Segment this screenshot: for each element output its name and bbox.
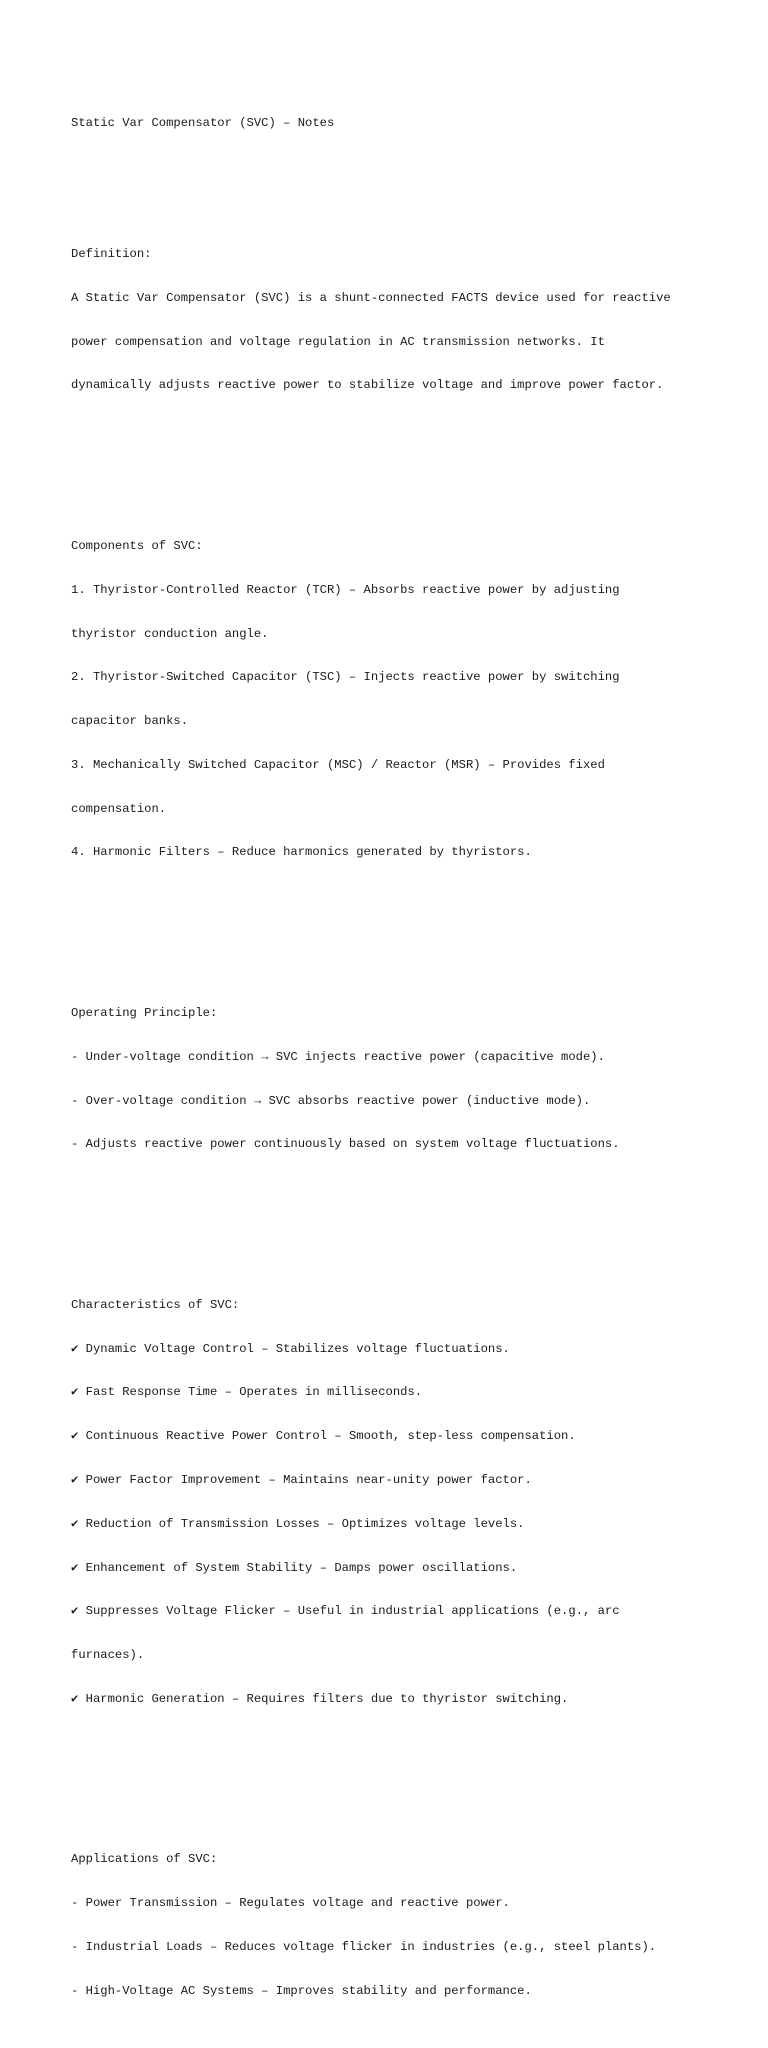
section-definition bbox=[71, 218, 731, 422]
component-line: 4. Harmonic Filters – Reduce harmonics generated by thyristors. bbox=[71, 845, 532, 860]
section-heading-operating-principle: Operating Principle: bbox=[71, 1006, 218, 1020]
application-line: - Industrial Loads – Reduces voltage flicker in industries (e.g., steel plants). bbox=[71, 1940, 657, 1954]
section-operating-principle bbox=[71, 977, 731, 1181]
characteristic-line: ✔ Suppresses Voltage Flicker – Useful in industrial applications (e.g., arc bbox=[71, 1604, 620, 1619]
component-line: capacitor banks. bbox=[71, 714, 189, 729]
component-line: thyristor conduction angle. bbox=[71, 626, 269, 641]
component-line: 3. Mechanically Switched Capacitor (MSC) / Reactor (MSR) – Provides fixed bbox=[71, 757, 605, 772]
blank-line bbox=[71, 451, 731, 466]
characteristic-line: ✔ Power Factor Improvement – Maintains near-unity power factor. bbox=[71, 1473, 532, 1487]
operating-line: - Over-voltage condition → SVC absorbs reactive power (inductive mode). bbox=[71, 1093, 591, 1108]
section-applications bbox=[71, 1823, 731, 2027]
section-heading-components: Components of SVC: bbox=[71, 539, 203, 553]
section-heading-applications: Applications of SVC: bbox=[71, 1852, 218, 1867]
section-heading-definition: Definition: bbox=[71, 247, 152, 262]
section-heading-characteristics: Characteristics of SVC: bbox=[71, 1297, 240, 1312]
characteristic-line: ✔ Fast Response Time – Operates in milliseconds. bbox=[71, 1385, 423, 1400]
section-components bbox=[71, 510, 731, 889]
characteristic-line: ✔ Dynamic Voltage Control – Stabilizes voltage fluctuations. bbox=[71, 1341, 510, 1356]
application-line: - High-Voltage AC Systems – Improves stability and performance. bbox=[71, 1983, 532, 1998]
characteristic-line: ✔ Continuous Reactive Power Control – Smooth, step-less compensation. bbox=[71, 1429, 576, 1444]
definition-line: power compensation and voltage regulation in AC transmission networks. It bbox=[71, 334, 605, 349]
component-line: compensation. bbox=[71, 801, 167, 816]
section-characteristics bbox=[71, 1269, 731, 1736]
characteristic-line: ✔ Reduction of Transmission Losses – Optimizes voltage levels. bbox=[71, 1516, 525, 1531]
definition-line: A Static Var Compensator (SVC) is a shunt-connected FACTS device used for reactive bbox=[71, 290, 671, 305]
blank-line bbox=[71, 1210, 731, 1225]
operating-line: - Adjusts reactive power continuously based on system voltage fluctuations. bbox=[71, 1137, 620, 1152]
component-line: 1. Thyristor-Controlled Reactor (TCR) – Absorbs reactive power by adjusting bbox=[71, 582, 620, 597]
characteristic-line: ✔ Enhancement of System Stability – Damps power oscillations. bbox=[71, 1560, 518, 1575]
application-line: - Power Transmission – Regulates voltage and reactive power. bbox=[71, 1896, 510, 1911]
characteristic-line: furnaces). bbox=[71, 1648, 145, 1663]
blank-line bbox=[71, 160, 731, 175]
document-title: Static Var Compensator (SVC) – Notes bbox=[71, 115, 335, 130]
component-line: 2. Thyristor-Switched Capacitor (TSC) – Injects reactive power by switching bbox=[71, 670, 620, 685]
document-body bbox=[71, 72, 731, 2048]
blank-line bbox=[71, 918, 731, 933]
definition-line: dynamically adjusts reactive power to stabilize voltage and improve power factor. bbox=[71, 378, 664, 393]
operating-line: - Under-voltage condition → SVC injects reactive power (capacitive mode). bbox=[71, 1049, 605, 1064]
characteristic-line: ✔ Harmonic Generation – Requires filters due to thyristor switching. bbox=[71, 1691, 569, 1706]
blank-line bbox=[71, 1765, 731, 1780]
